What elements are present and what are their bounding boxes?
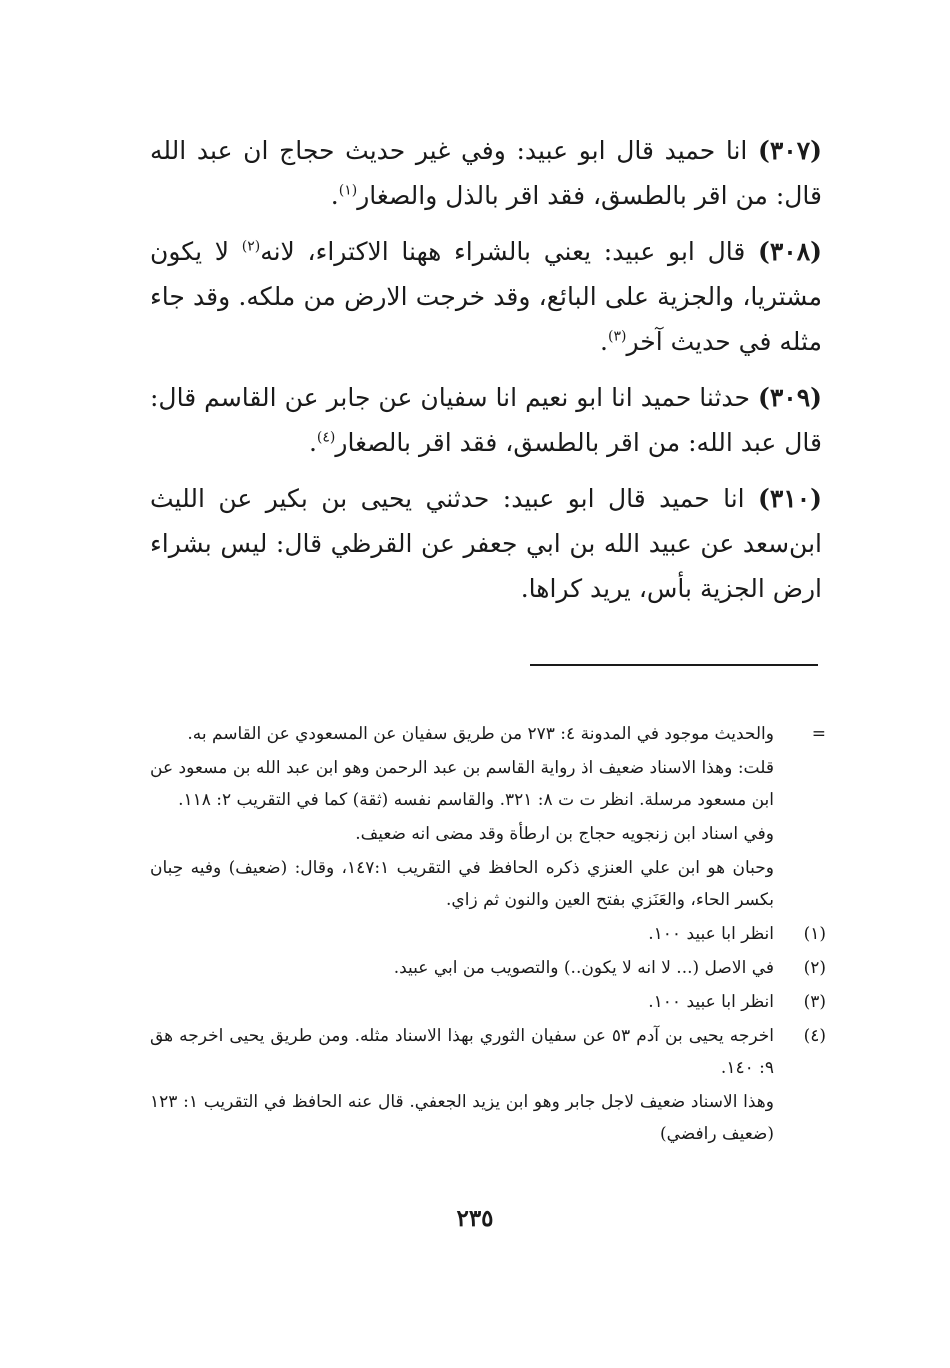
footnote-divider (530, 664, 818, 666)
footnote-body (150, 718, 774, 918)
footnote-ref[interactable]: (٤) (316, 429, 336, 446)
footnote-2 (150, 952, 826, 986)
paragraph-309: (٣٠٩) حدثنا حميد انا ابو نعيم انا سفيان عن جابر عن القاسم قال: قال عبد الله: من اقر بالطسق، فقد اقر بالصغار$^{(٤)}$. (150, 383, 822, 457)
paragraph-text: لا يكون مشتريا، والجزية على البائع، وقد خرجت الارض من ملكه. وقد جاء مثله في حديث آخر (150, 237, 822, 356)
footnote-continuation (150, 718, 826, 918)
footnote-mark: (١) (803, 924, 826, 944)
paragraph-text: حدثنا حميد انا ابو نعيم انا سفيان عن جابر عن القاسم قال: قال عبد الله: من اقر بالطسق، فقد اقر بالصغار (150, 383, 822, 457)
footnote-line: وهذا الاسناد ضعيف لاجل جابر وهو ابن يزيد الجعفي. قال عنه الحافظ في التقريب ١: ١٢٣ (ضعيف رافضي) (150, 1092, 774, 1144)
footnote-4 (150, 1020, 826, 1152)
footnote-line: في الاصل (... لا انه لا يكون..) والتصويب من ابي عبيد. (393, 958, 774, 978)
paragraph-text: قال ابو عبيد: يعني بالشراء ههنا الاكتراء، لانه (260, 237, 759, 266)
footnote-1 (150, 918, 826, 952)
footnote-body (150, 986, 774, 1020)
footnote-3 (150, 986, 826, 1020)
footnote-line: وحبان هو ابن علي العنزي ذكره الحافظ في التقريب ١٤٧:١، وقال: (ضعيف) وفيه حِبان بكسر الحاء، والعَنَزي بفتح العين والنون ثم زاي. (150, 858, 774, 910)
footnote-line: والحديث موجود في المدونة ٤: ٢٧٣ من طريق سفيان عن المسعودي عن القاسم به. (187, 724, 774, 744)
paragraph-307: (٣٠٧) انا حميد قال ابو عبيد: وفي غير حديث حجاج ان عبد الله قال: من اقر بالطسق، فقد اقر بالذل والصغار$^{(١)}$. (150, 136, 822, 210)
footnote-body (150, 952, 774, 986)
page-number: ٢٣٥ (456, 1205, 494, 1232)
footnote-line: انظر ابا عبيد ١٠٠. (648, 924, 774, 944)
footnote-ref[interactable]: (٣) (608, 328, 627, 345)
footnotes (150, 718, 826, 1152)
footnote-ref[interactable]: (٢) (241, 238, 261, 255)
paragraph-number: (٣١٠) (758, 484, 822, 513)
footnote-line: اخرجه يحيى بن آدم ٥٣ عن سفيان الثوري بهذا الاسناد مثله. ومن طريق يحيى اخرجه هق ٩: ١٤٠. (150, 1026, 774, 1078)
footnote-mark: (٣) (803, 992, 826, 1012)
paragraph-number: (٣٠٧) (758, 136, 822, 165)
footnote-body (150, 1020, 774, 1152)
footnote-line: انظر ابا عبيد ١٠٠. (648, 992, 774, 1012)
footnote-mark: (٤) (803, 1026, 826, 1046)
paragraph-text: انا حميد قال ابو عبيد: حدثني يحيى بن بكير عن الليث ابن‌سعد عن عبيد الله بن ابي جعفر عن القرظي قال: ليس بشراء ارض الجزية بأس، يريد كراها. (150, 484, 822, 603)
footnote-body (150, 918, 774, 952)
paragraph-text: انا حميد قال ابو عبيد: وفي غير حديث حجاج ان عبد الله قال: من اقر بالطسق، فقد اقر بالذل والصغار (150, 136, 822, 210)
footnote-mark: = (811, 724, 826, 744)
footnote-line: قلت: وهذا الاسناد ضعيف اذ رواية القاسم بن عبد الرحمن وهو ابن عبد الله بن مسعود عن ابن مسعود مرسلة. انظر ت ت ٨: ٣٢١. والقاسم نفسه (ثقة) كما في التقريب ٢: ١١٨. (150, 758, 774, 810)
paragraph-number: (٣٠٨) (758, 237, 822, 266)
footnote-ref[interactable]: (١) (338, 182, 358, 199)
paragraph-310 (150, 476, 822, 611)
paragraph-308: (٣٠٨) قال ابو عبيد: يعني بالشراء ههنا الاكتراء، لانه$^{(٢)}$ لا يكون مشتريا، والجزية على البائع، وقد خرجت الارض من ملكه. وقد جاء مثله في حديث آخر$^{(٣)}$. (150, 237, 822, 356)
footnote-mark: (٢) (803, 958, 826, 978)
main-text (150, 128, 822, 622)
footnote-line: وفي اسناد ابن زنجويه حجاج بن ارطأة وقد مضى انه ضعيف. (355, 824, 774, 844)
paragraph-number: (٣٠٩) (758, 383, 822, 412)
